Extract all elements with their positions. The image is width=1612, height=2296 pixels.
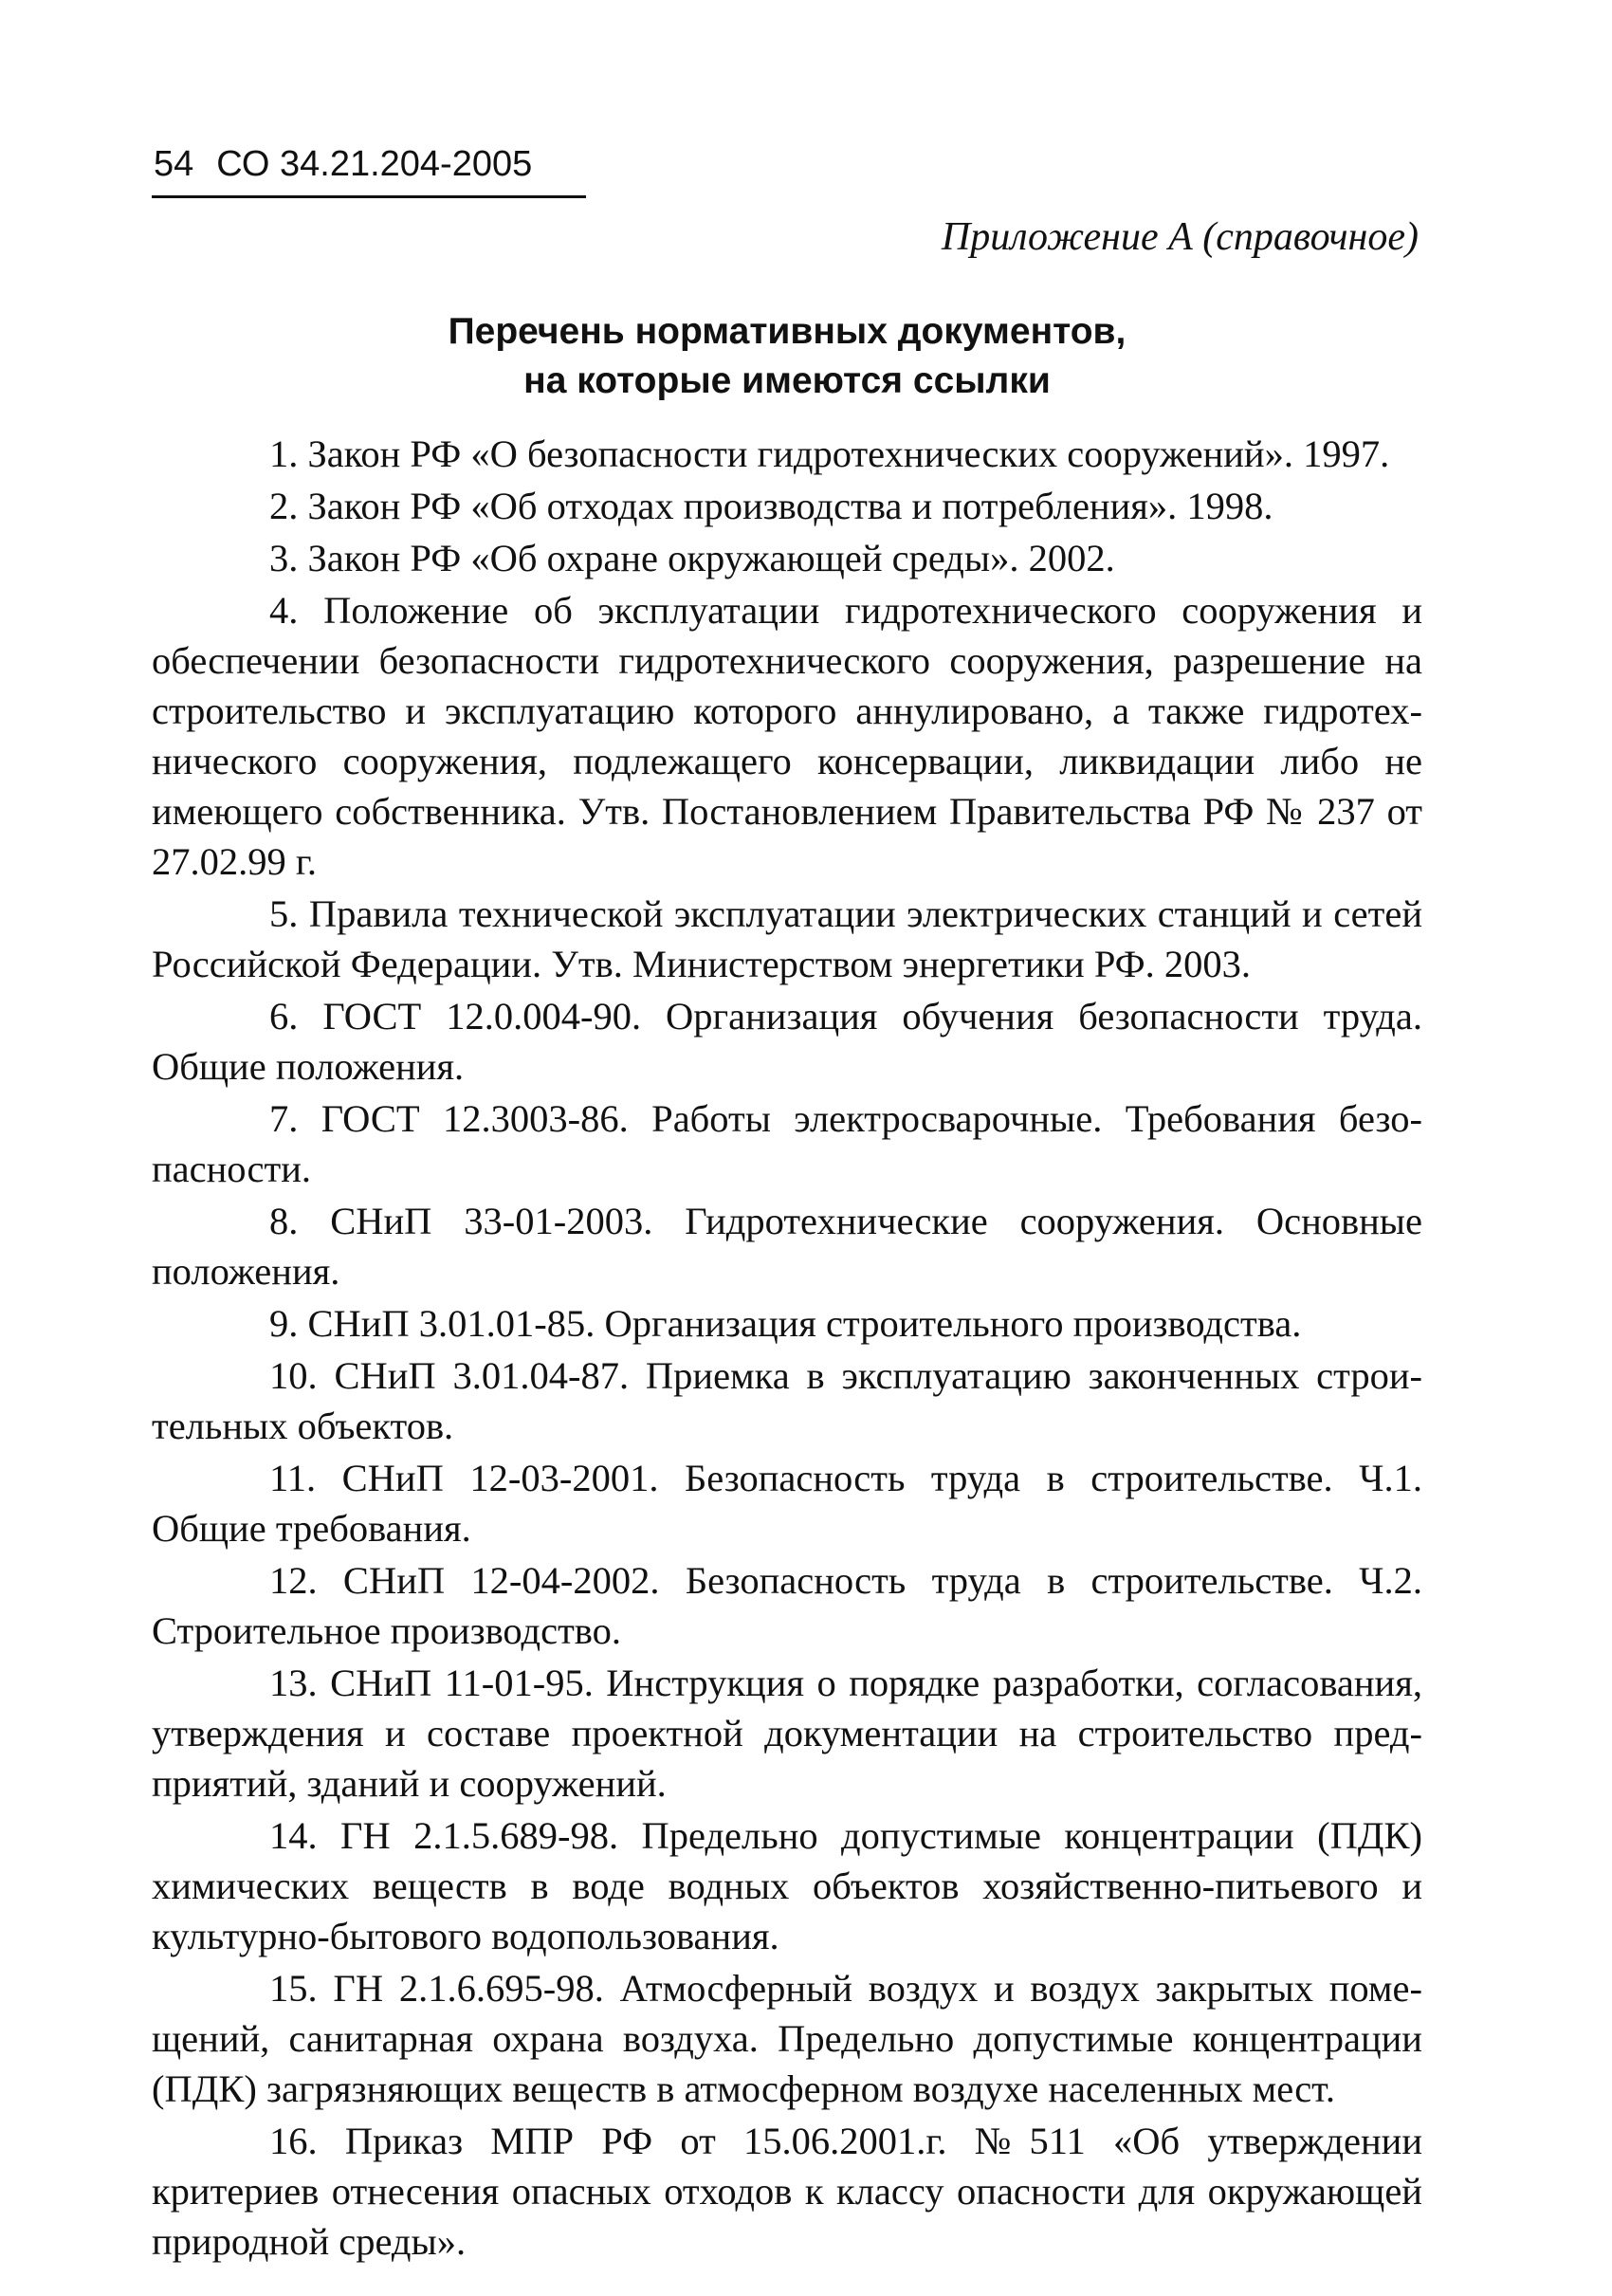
reference-item-2: 2. Закон РФ «Об отходах производства и потребления». 1998. [269,485,1273,527]
reference-item-10: 10. СНиП 3.01.04-87. Приемка в эксплуатацию законченных строительных объектов. [152,1354,1422,1447]
page-title [152,307,1422,406]
appendix-label: Приложение А (справочное) [941,215,1419,259]
reference-item-12: 12. СНиП 12-04-2002. Безопасность труда в строительстве. Ч.2. Строительное производство. [152,1559,1422,1652]
reference-item-4: 4. Положение об эксплуатации гидротехнического сооружения и обеспечении безопасности гидротехнического сооружения, разрешение на строительство и эксплуатацию которого аннулировано, а также гидротехнического сооружения, подлежащего консервации, ликвидации либо не имеющего собственника. Утв. Постановлением Правительства РФ № 237 от 27.02.99 г. [152,589,1422,883]
reference-item-8: 8. СНиП 33-01-2003. Гидротехнические сооружения. Основные положения. [152,1200,1422,1293]
document-code: СО 34.21.204-2005 [216,144,533,184]
reference-item-11: 11. СНиП 12-03-2001. Безопасность труда в строительстве. Ч.1. Общие требования. [152,1457,1422,1550]
reference-item-1: 1. Закон РФ «О безопасности гидротехнических сооружений». 1997. [269,432,1390,475]
reference-item-16: 16. Приказ МПР РФ от 15.06.2001.г. №511 «Об утверждении критериев отнесения опасных отходов к классу опасности для окружающей природной среды». [152,2120,1422,2263]
reference-item-3: 3. Закон РФ «Об охране окружающей среды». 2002. [269,537,1115,579]
page-number: 54 [154,144,194,184]
reference-list [152,429,1422,2268]
reference-item-13: 13. СНиП 11-01-95. Инструкция о порядке разработки, согласования, утверждения и составе проектной документации на строительство предприятий, зданий и сооружений. [152,1662,1422,1805]
page-title-line-2: на которые имеются ссылки [523,360,1051,401]
reference-item-7: 7. ГОСТ 12.3003-86. Работы электросварочные. Требования безопасности. [152,1097,1422,1190]
page-title-line-1: Перечень нормативных документов, [448,311,1127,352]
running-header [154,142,532,186]
reference-item-14: 14. ГН 2.1.5.689-98. Предельно допустимые концентрации (ПДК) химических веществ в воде водных объектов хозяйственно-питьевого и культурно-бытового водопользования. [152,1814,1422,1957]
reference-item-6: 6. ГОСТ 12.0.004-90. Организация обучения безопасности труда. Общие положения. [152,995,1422,1088]
reference-item-15: 15. ГН 2.1.6.695-98. Атмосферный воздух и воздух закрытых помещений, санитарная охрана воздуха. Предельно допустимые концентрации (ПДК) загрязняющих веществ в атмосферном воздухе населенных мест. [152,1967,1422,2110]
reference-item-9: 9. СНиП 3.01.01-85. Организация строительного производства. [269,1302,1302,1345]
header-underline [152,195,586,198]
reference-item-5: 5. Правила технической эксплуатации электрических станций и сетей Российской Федерации. Утв. Министерством энергетики РФ. 2003. [152,892,1422,985]
